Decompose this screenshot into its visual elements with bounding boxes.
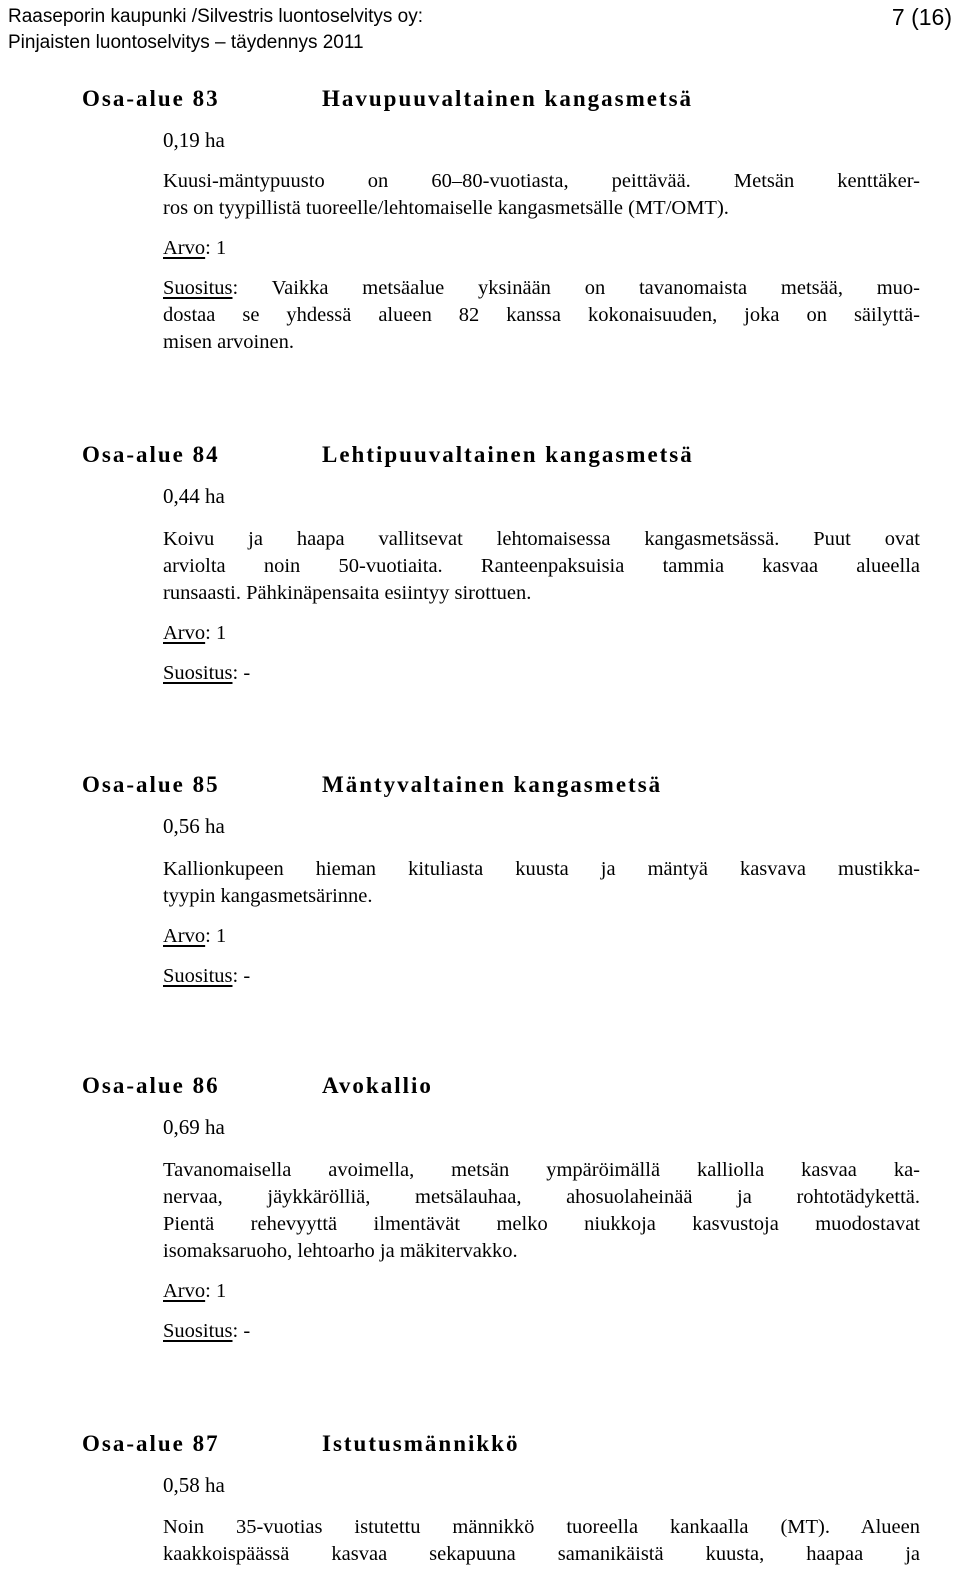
suositus-row <box>163 275 920 356</box>
section-title: Istutusmännikkö <box>322 1431 520 1456</box>
arvo-label: Arvo <box>163 622 206 644</box>
arvo-row <box>163 235 920 262</box>
section-85 <box>0 770 960 987</box>
section-id: Osa-alue 83 <box>82 86 220 111</box>
description-line: nervaa, jäykkärölliä, metsälauhaa, ahosuolaheinää ja rohtotädykettä. <box>163 1186 920 1208</box>
description-line: Tavanomaisella avoimella, metsän ympäröimällä kalliolla kasvaa ka- <box>163 1159 920 1181</box>
section-83 <box>0 84 960 353</box>
arvo-value: : 1 <box>205 237 227 259</box>
section-id: Osa-alue 87 <box>82 1431 220 1456</box>
suositus-row <box>163 1318 920 1345</box>
suositus-label: Suositus <box>163 662 233 684</box>
section-area: 0,56 ha <box>163 814 225 838</box>
section-heading <box>0 84 960 124</box>
section-84 <box>0 440 960 684</box>
section-heading <box>0 1071 960 1111</box>
section-area: 0,58 ha <box>163 1473 225 1497</box>
description-line: Kuusi-mäntypuusto on 60–80-vuotiasta, peittävää. Metsän kenttäker- <box>163 170 920 192</box>
suositus-label: Suositus <box>163 277 233 299</box>
suositus-text: : - <box>232 965 251 987</box>
section-body <box>163 856 920 990</box>
section-area: 0,19 ha <box>163 128 225 152</box>
description-line: tyypin kangasmetsärinne. <box>163 885 373 907</box>
arvo-row <box>163 923 920 950</box>
header-line-2: Pinjaisten luontoselvitys – täydennys 2011 <box>8 32 364 53</box>
section-heading <box>0 1429 960 1469</box>
section-description <box>163 1157 920 1265</box>
page-number: 7 (16) <box>891 4 952 30</box>
section-description <box>163 168 920 222</box>
section-heading <box>0 770 960 810</box>
suositus-text: : - <box>232 1320 251 1342</box>
arvo-row <box>163 620 920 647</box>
suositus-label: Suositus <box>163 1320 233 1342</box>
suositus-label: Suositus <box>163 965 233 987</box>
section-87 <box>0 1429 960 1565</box>
section-heading <box>0 440 960 480</box>
section-title: Havupuuvaltainen kangasmetsä <box>322 86 694 111</box>
section-86 <box>0 1071 960 1342</box>
suositus-line: dostaa se yhdessä alueen 82 kanssa kokonaisuuden, joka on säilyttä- <box>163 304 920 326</box>
description-line: isomaksaruoho, lehtoarho ja mäkitervakko. <box>163 1240 518 1262</box>
section-description <box>163 1514 920 1568</box>
description-line: Kallionkupeen hieman kituliasta kuusta ja mäntyä kasvava mustikka- <box>163 858 920 880</box>
suositus-text: : - <box>232 662 251 684</box>
header-line-1: Raaseporin kaupunki /Silvestris luontoselvitys oy: <box>8 6 424 27</box>
description-line: arviolta noin 50-vuotiaita. Ranteenpaksuisia tammia kasvaa alueella <box>163 555 920 577</box>
suositus-row <box>163 963 920 990</box>
section-title: Lehtipuuvaltainen kangasmetsä <box>322 442 694 467</box>
section-id: Osa-alue 84 <box>82 442 220 467</box>
section-body <box>163 1514 920 1568</box>
suositus-row <box>163 660 920 687</box>
arvo-value: : 1 <box>205 1280 227 1302</box>
suositus-line-1 <box>163 275 920 302</box>
section-description <box>163 856 920 910</box>
section-title: Avokallio <box>322 1073 433 1098</box>
page-header <box>8 4 952 56</box>
description-line: Pientä rehevyyttä ilmentävät melko niukkoja kasvustoja muodostavat <box>163 1213 920 1235</box>
section-area: 0,69 ha <box>163 1115 225 1139</box>
description-line: Noin 35-vuotias istutettu männikkö tuoreella kankaalla (MT). Alueen <box>163 1516 920 1538</box>
arvo-value: : 1 <box>205 925 227 947</box>
suositus-line: misen arvoinen. <box>163 331 294 353</box>
arvo-value: : 1 <box>205 622 227 644</box>
section-title: Mäntyvaltainen kangasmetsä <box>322 772 663 797</box>
description-line: runsaasti. Pähkinäpensaita esiintyy sirottuen. <box>163 582 532 604</box>
description-line: ros on tyypillistä tuoreelle/lehtomaiselle kangasmetsälle (MT/OMT). <box>163 197 729 219</box>
description-line: kaakkoispäässä kasvaa sekapuuna samanikäistä kuusta, haapaa ja <box>163 1543 920 1565</box>
section-body <box>163 526 920 687</box>
section-body <box>163 1157 920 1345</box>
section-id: Osa-alue 86 <box>82 1073 220 1098</box>
section-area: 0,44 ha <box>163 484 225 508</box>
arvo-label: Arvo <box>163 925 206 947</box>
description-line: Koivu ja haapa vallitsevat lehtomaisessa kangasmetsässä. Puut ovat <box>163 528 920 550</box>
suositus-text: : Vaikka metsäalue yksinään on tavanomaista metsää, muo- <box>232 277 920 299</box>
section-body <box>163 168 920 356</box>
section-description <box>163 526 920 607</box>
arvo-label: Arvo <box>163 237 206 259</box>
arvo-label: Arvo <box>163 1280 206 1302</box>
section-id: Osa-alue 85 <box>82 772 220 797</box>
arvo-row <box>163 1278 920 1305</box>
